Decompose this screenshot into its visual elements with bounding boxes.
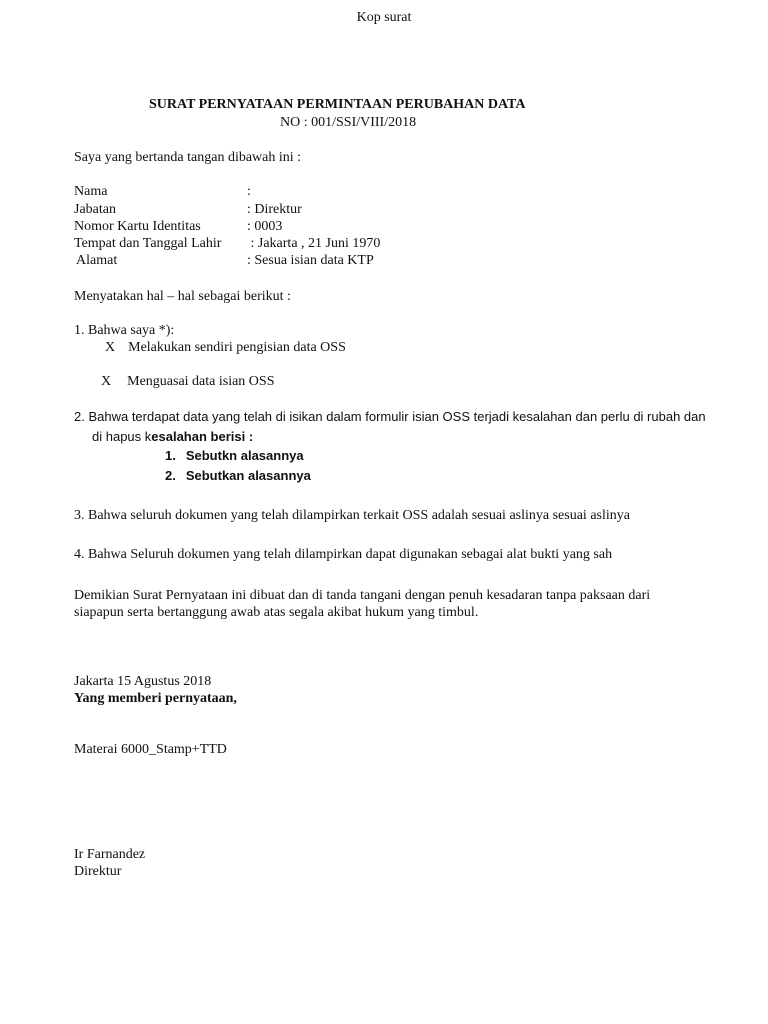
reason-text: Sebutkan alasannya: [185, 468, 311, 483]
item-2-plain: di hapus k: [92, 429, 152, 444]
intro-text: Saya yang bertanda tangan dibawah ini :: [74, 150, 302, 165]
identity-value: : Sesua isian data KTP: [247, 253, 374, 268]
document-number: NO : 001/SSI/VIII/2018: [280, 115, 417, 130]
declarant-label: Yang memberi pernyataan,: [74, 691, 237, 706]
identity-label: Tempat dan Tanggal Lahir: [74, 236, 222, 251]
stamp-placeholder: Materai 6000_Stamp+TTD: [74, 742, 227, 757]
item-4: 4. Bahwa Seluruh dokumen yang telah dilampirkan dapat digunakan sebagai alat bukti yang sah: [74, 547, 613, 562]
closing-line: siapapun serta bertanggung awab atas segala akibat hukum yang timbul.: [74, 605, 479, 620]
identity-label: Jabatan: [74, 202, 116, 217]
identity-row: [76, 252, 374, 269]
option-text: Melakukan sendiri pengisian data OSS: [128, 340, 346, 355]
reason-number: 2.: [165, 468, 176, 483]
identity-label: Alamat: [76, 253, 118, 268]
option-mark: X: [101, 374, 112, 389]
identity-row: [74, 218, 282, 235]
item-1-option: [101, 373, 275, 390]
identity-row: [74, 183, 251, 200]
reason-item: [165, 447, 304, 464]
item-2-line: [92, 428, 253, 445]
item-2-bold: esalahan berisi :: [151, 429, 254, 444]
identity-value: : 0003: [247, 219, 283, 234]
item-1-option: [105, 339, 346, 356]
identity-row: [74, 201, 302, 218]
signer-title: Direktur: [74, 864, 122, 879]
identity-label: Nomor Kartu Identitas: [74, 219, 201, 234]
option-text: Menguasai data isian OSS: [127, 374, 275, 389]
identity-row: [74, 235, 380, 252]
identity-label: Nama: [74, 184, 108, 199]
declaration-intro: Menyatakan hal – hal sebagai berikut :: [74, 289, 291, 304]
identity-value: : Jakarta , 21 Juni 1970: [247, 236, 381, 251]
item-1: 1. Bahwa saya *):: [74, 323, 175, 338]
closing-line: Demikian Surat Pernyataan ini dibuat dan di tanda tangani dengan penuh kesadaran tanpa paksaan dari: [74, 588, 651, 603]
identity-value: :: [247, 184, 251, 199]
reason-item: [165, 467, 311, 484]
document-title: SURAT PERNYATAAN PERMINTAAN PERUBAHAN DATA: [149, 97, 526, 112]
reason-text: Sebutkn alasannya: [185, 448, 304, 463]
letterhead: Kop surat: [356, 10, 412, 25]
item-2-line: 2. Bahwa terdapat data yang telah di isikan dalam formulir isian OSS terjadi kesalahan dan perlu di rubah dan: [74, 409, 706, 424]
signer-name: Ir Farnandez: [74, 847, 146, 862]
place-date: Jakarta 15 Agustus 2018: [74, 674, 212, 689]
identity-value: : Direktur: [247, 202, 302, 217]
reason-number: 1.: [165, 448, 176, 463]
option-mark: X: [105, 340, 116, 355]
item-3: 3. Bahwa seluruh dokumen yang telah dilampirkan terkait OSS adalah sesuai aslinya sesuai aslinya: [74, 508, 630, 523]
